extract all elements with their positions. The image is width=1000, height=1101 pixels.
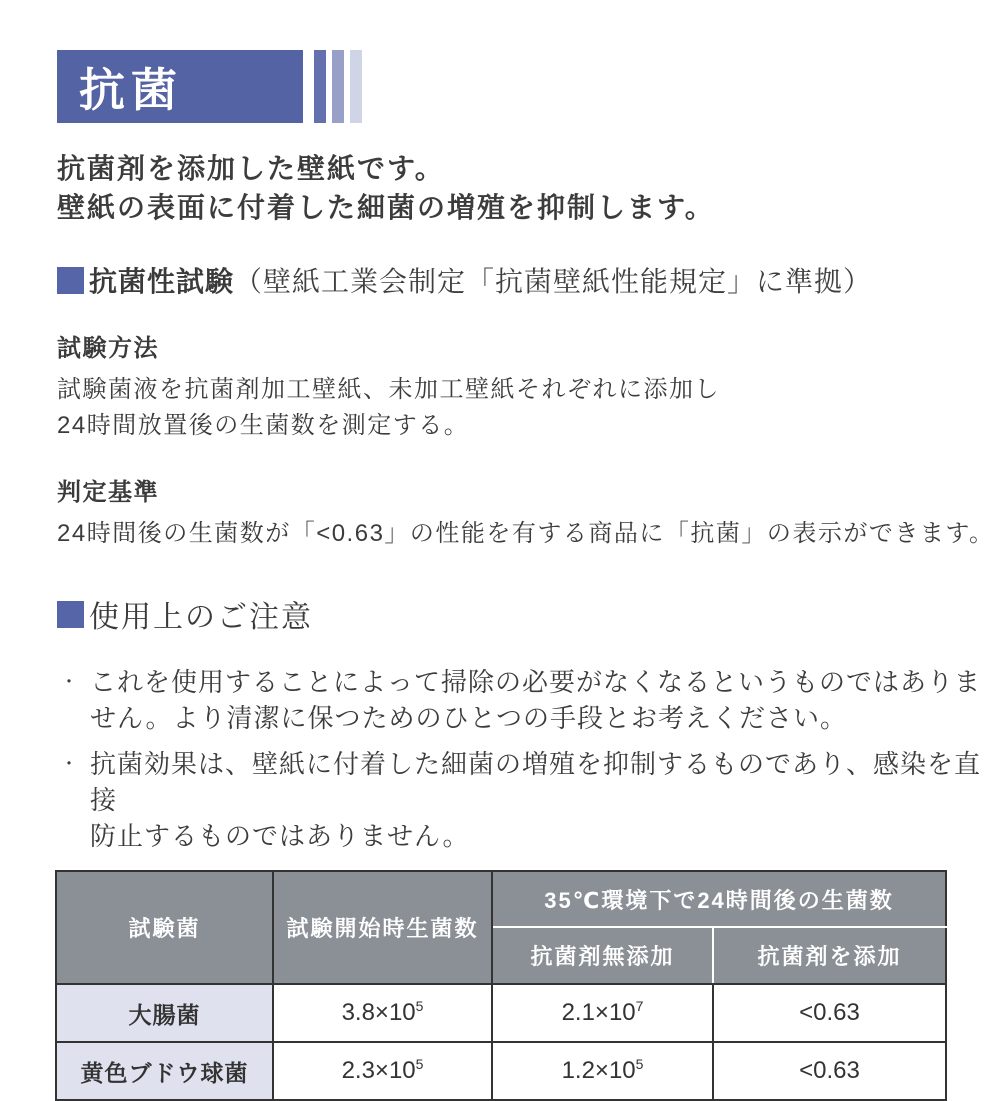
- decorative-stripe-1: [314, 50, 326, 123]
- value-base: 2.1×10: [561, 999, 636, 1026]
- bullet-icon: ・: [60, 672, 79, 692]
- method-label: 試験方法: [57, 335, 159, 362]
- header-cell-after-24h-group: 35℃環境下で24時間後の生菌数: [492, 871, 946, 927]
- value-exponent: 7: [635, 998, 644, 1014]
- bullet-line-2: せん。より清潔に保つためのひとつの手段とお考えください。: [90, 703, 848, 733]
- intro-paragraph: [57, 149, 1000, 227]
- method-line-2: 24時間放置後の生菌数を測定する。: [57, 412, 470, 439]
- test-section-note: （壁紙工業会制定「抗菌壁紙性能規定」に準拠）: [234, 266, 873, 297]
- with-agent-count-cell: <0.63: [713, 1042, 946, 1100]
- section-square-icon: [57, 267, 84, 294]
- test-results-table-wrap: [55, 870, 1000, 1101]
- with-agent-count-cell: <0.63: [713, 984, 946, 1042]
- decorative-stripe-2: [332, 50, 344, 123]
- header-cell-initial-count: 試験開始時生菌数: [273, 871, 492, 984]
- intro-line-1: 抗菌剤を添加した壁紙です。: [57, 153, 445, 184]
- bacteria-name-cell: 大腸菌: [56, 984, 273, 1042]
- bullet-icon: ・: [60, 754, 79, 774]
- value-base: 1.2×10: [561, 1057, 636, 1084]
- method-line-1: 試験菌液を抗菌剤加工壁紙、未加工壁紙それぞれに添加し: [57, 376, 720, 403]
- value-base: 2.3×10: [341, 1057, 416, 1084]
- value-base: 3.8×10: [341, 999, 416, 1026]
- criteria-text: 24時間後の生菌数が「<0.63」の性能を有する商品に「抗菌」の表示ができます。: [57, 520, 995, 547]
- value-exponent: 5: [415, 1056, 424, 1072]
- bacteria-name-cell: 黄色ブドウ球菌: [56, 1042, 273, 1100]
- bullet-line-1: これを使用することによって掃除の必要がなくなるというものではありま: [90, 667, 982, 697]
- criteria-label: 判定基準: [57, 479, 159, 506]
- list-item: [60, 664, 1000, 736]
- bullet-line-2: 防止するものではありません。: [90, 821, 470, 851]
- caution-section-title: 使用上のご注意: [89, 601, 313, 634]
- title-banner-row: [57, 50, 1000, 123]
- title-banner: [57, 50, 303, 123]
- decorative-stripe-3: [350, 50, 362, 123]
- section-square-icon: [57, 601, 84, 628]
- table-header-row: [56, 871, 946, 927]
- no-agent-count-cell: [492, 1042, 713, 1100]
- initial-count-cell: [273, 1042, 492, 1100]
- bullet-text: [90, 664, 1000, 736]
- intro-line-2: 壁紙の表面に付着した細菌の増殖を抑制します。: [57, 192, 715, 223]
- caution-bullet-list: [60, 664, 1000, 854]
- initial-count-cell: [273, 984, 492, 1042]
- test-section-title: 抗菌性試験: [89, 266, 235, 297]
- section-heading-caution: [57, 592, 1000, 636]
- page-title: 抗菌: [79, 63, 183, 116]
- header-cell-with-agent: 抗菌剤を添加: [713, 927, 946, 984]
- table-row: [56, 1042, 946, 1100]
- table-row: [56, 984, 946, 1042]
- section-heading-test: [57, 260, 1000, 300]
- test-results-table: [55, 870, 947, 1101]
- header-cell-no-agent: 抗菌剤無添加: [492, 927, 713, 984]
- bullet-text: [90, 746, 1000, 854]
- header-cell-bacteria: 試験菌: [56, 871, 273, 984]
- bullet-line-1: 抗菌効果は、壁紙に付着した細菌の増殖を抑制するものであり、感染を直接: [90, 749, 982, 815]
- method-text: [57, 372, 1000, 444]
- value-exponent: 5: [415, 998, 424, 1014]
- list-item: [60, 746, 1000, 854]
- no-agent-count-cell: [492, 984, 713, 1042]
- value-exponent: 5: [635, 1056, 644, 1072]
